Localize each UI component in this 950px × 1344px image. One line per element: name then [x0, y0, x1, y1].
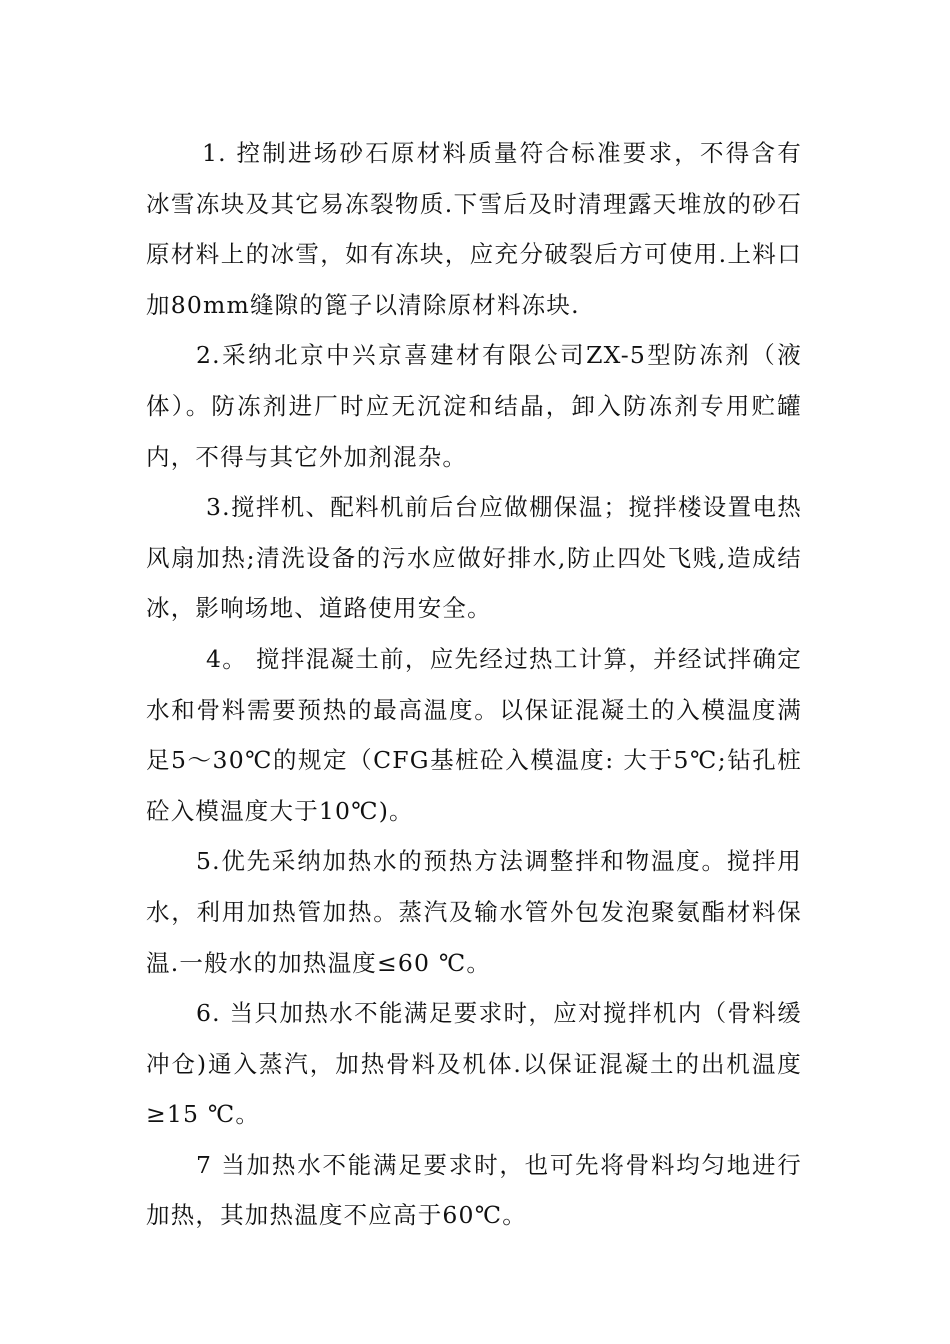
paragraph-3: 3.搅拌机、配料机前后台应做棚保温；搅拌楼设置电热风扇加热;清洗设备的污水应做好排水,防止四处飞贱,造成结冰，影响场地、道路使用安全。	[146, 493, 802, 623]
paragraph-2: 2.采纳北京中兴京喜建材有限公司ZX-5型防冻剂（液体）。防冻剂进厂时应无沉淀和结晶，卸入防冻剂专用贮罐内，不得与其它外加剂混杂。	[146, 341, 802, 471]
paragraph-5: 5.优先采纳加热水的预热方法调整拌和物温度。搅拌用水，利用加热管加热。蒸汽及输水管外包发泡聚氨酯材料保温.一般水的加热温度≤60 ℃。	[146, 847, 802, 977]
paragraph-4: 4。 搅拌混凝土前，应先经过热工计算，并经试拌确定水和骨料需要预热的最高温度。以保证混凝土的入模温度满足5～30℃的规定（CFG基桩砼入模温度: 大于5℃;钻孔桩砼入模温度大于10℃)。	[146, 644, 802, 825]
paragraph-6: 6. 当只加热水不能满足要求时，应对搅拌机内（骨料缓冲仓)通入蒸汽，加热骨料及机体.以保证混凝土的出机温度≥15 ℃。	[146, 999, 802, 1129]
paragraph-7: 7 当加热水不能满足要求时，也可先将骨料均匀地进行加热，其加热温度不应高于60℃。	[146, 1150, 802, 1230]
paragraph-1: 1. 控制进场砂石原材料质量符合标准要求，不得含有冰雪冻块及其它易冻裂物质.下雪后及时清理露天堆放的砂石原材料上的冰雪，如有冻块，应充分破裂后方可使用.上料口加80mm缝隙的篦子以清除原材料冻块.	[146, 139, 802, 319]
document-body	[146, 128, 802, 1241]
